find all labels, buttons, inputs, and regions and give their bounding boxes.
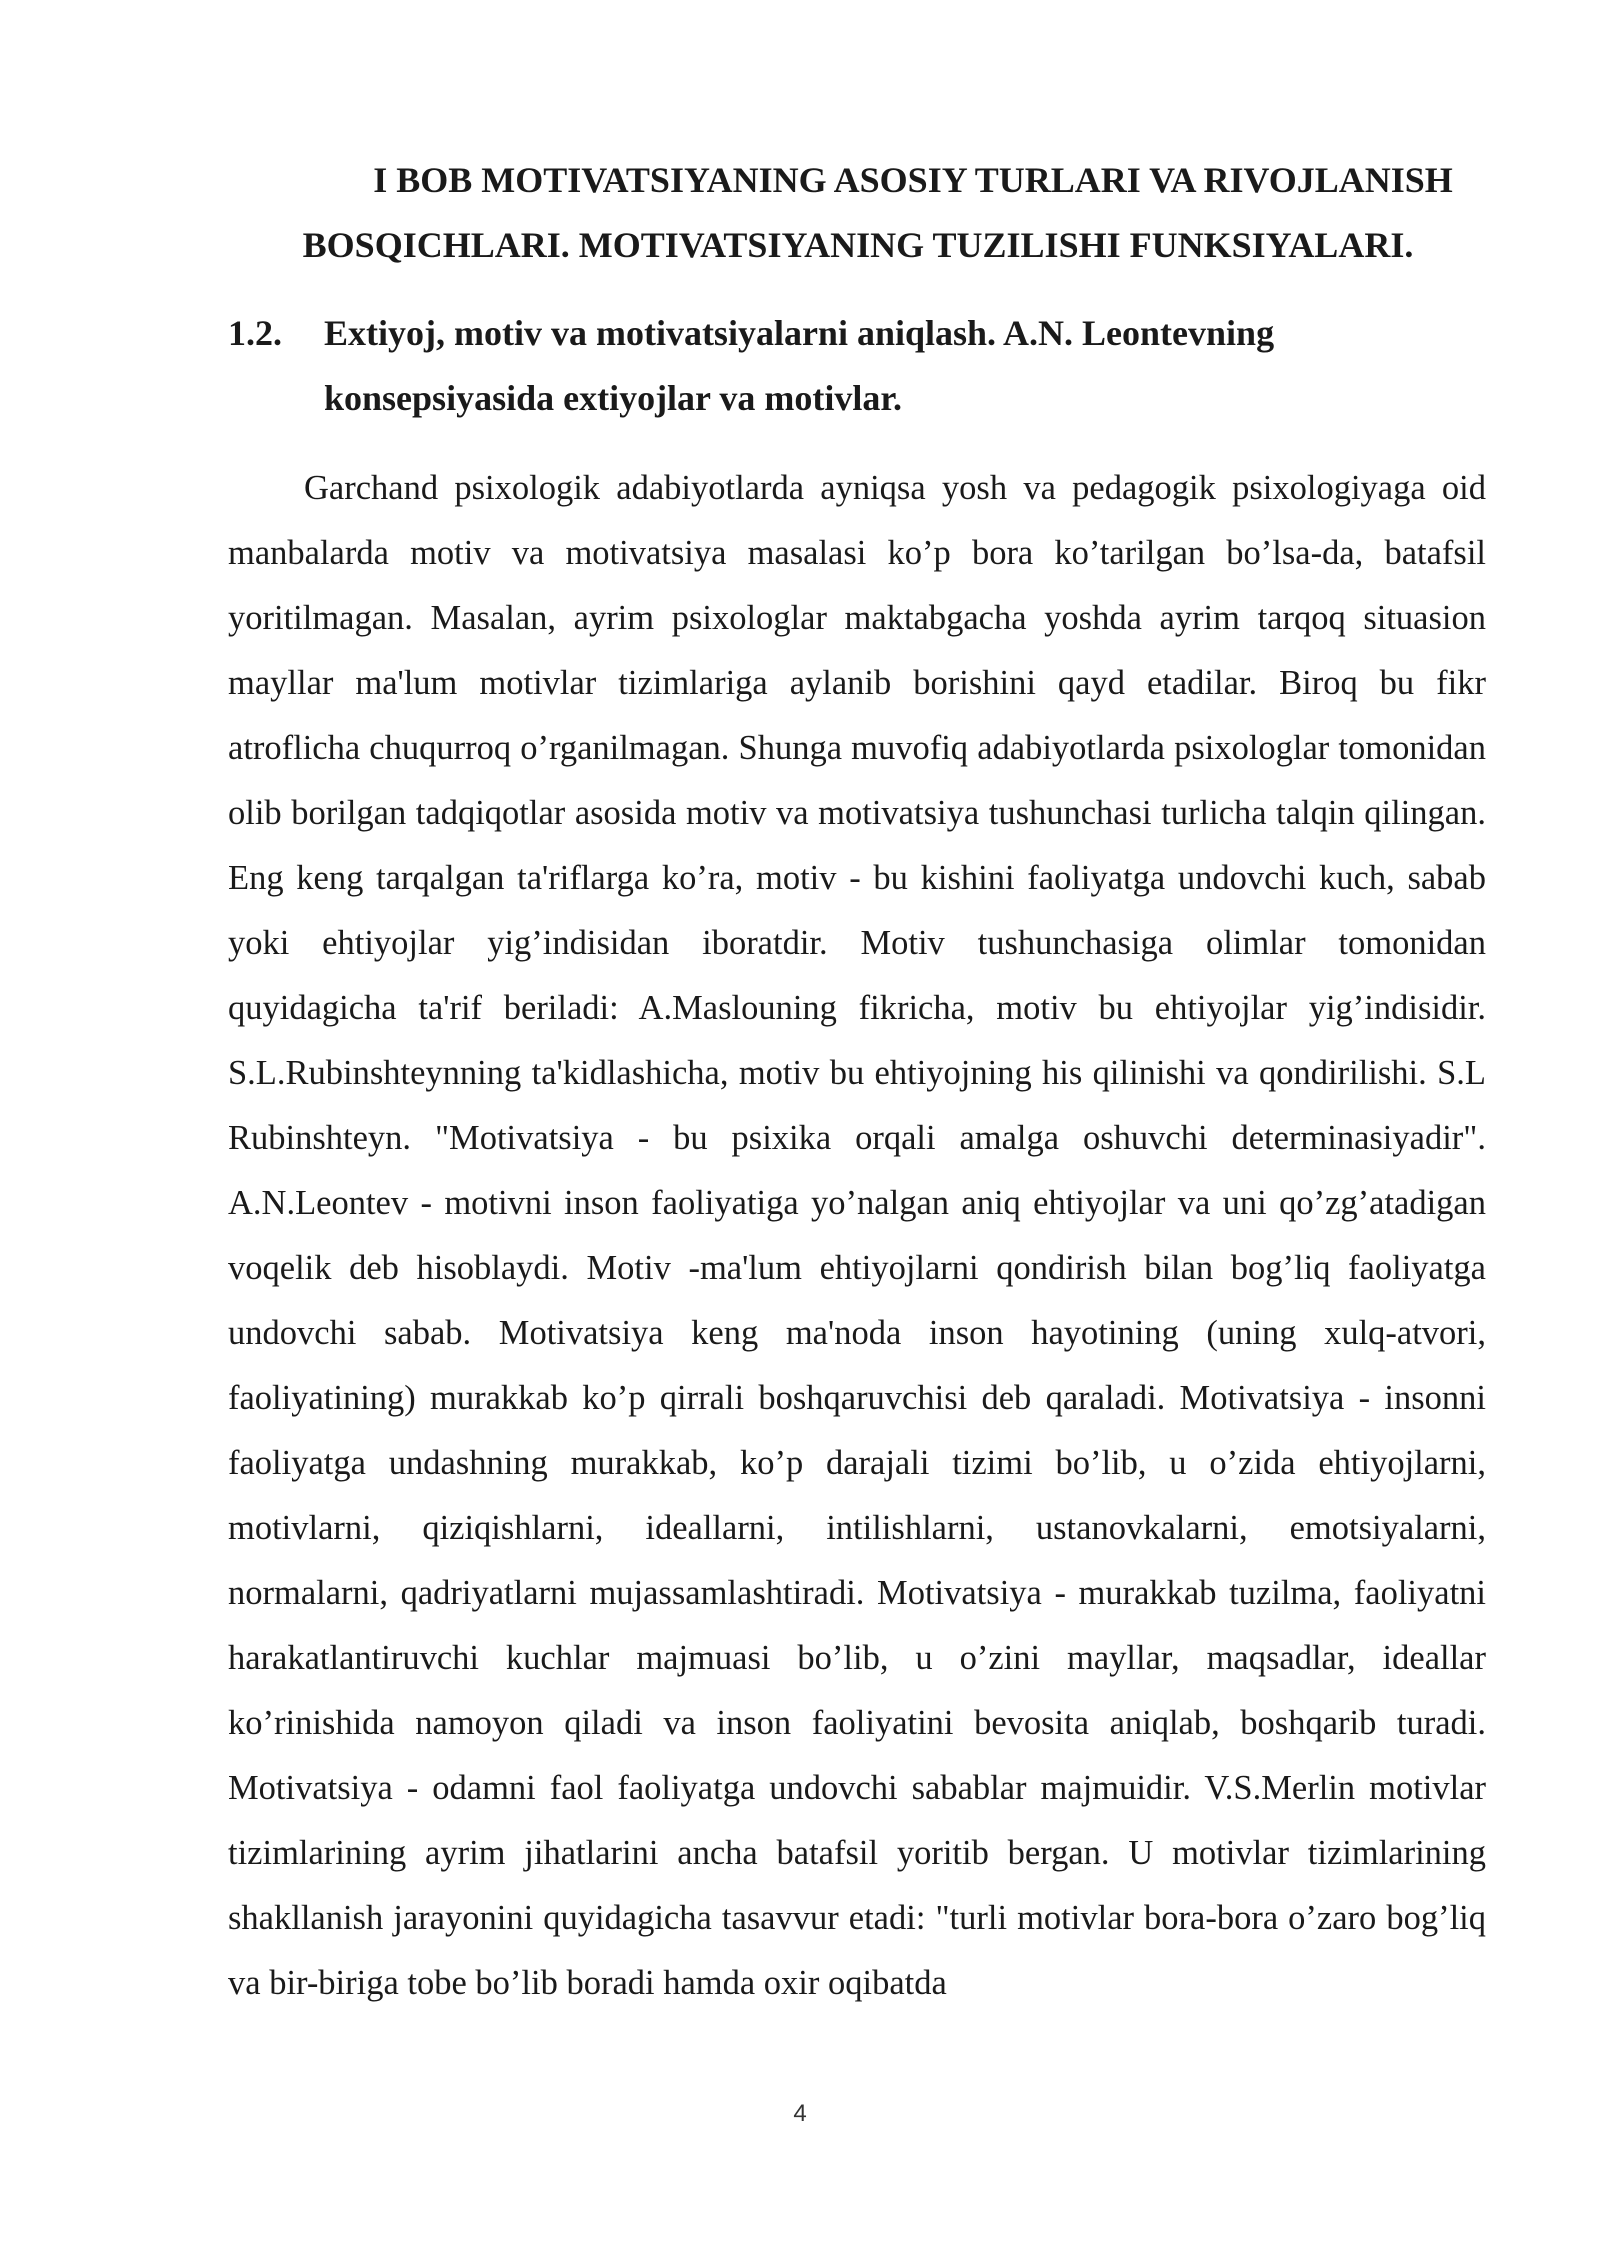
section-heading	[228, 301, 1488, 431]
chapter-title-line2: BOSQICHLARI. MOTIVATSIYANING TUZILISHI FUNKSIYALARI.	[302, 225, 1414, 265]
chapter-title-line1: I BOB MOTIVATSIYANING ASOSIY TURLARI VA RIVOJLANISH	[373, 160, 1453, 200]
page-number: 4	[793, 2100, 807, 2127]
body-paragraph: Garchand psixologik adabiyotlarda ayniqsa yosh va pedagogik psixologiyaga oid manbalarda motiv va motivatsiya masalasi ko’p bora ko’tarilgan bo’lsa-da, batafsil yoritilmagan. Masalan, ayrim psixologlar maktabgacha yoshda ayrim tarqoq situasion mayllar ma'lum motivlar tizimlariga aylanib borishini qayd etadilar. Biroq bu fikr atroflicha chuqurroq o’rganilmagan. Shunga muvofiq adabiyotlarda psixologlar tomonidan olib borilgan tadqiqotlar asosida motiv va motivatsiya tushunchasi turlicha talqin qilingan. Eng keng tarqalgan ta'riflarga ko’ra, motiv - bu kishini faoliyatga undovchi kuch, sabab yoki ehtiyojlar yig’indisidan iboratdir. Motiv tushunchasiga olimlar tomonidan quyidagicha ta'rif beriladi: A.Maslouning fikricha, motiv bu ehtiyojlar yig’indisidir. S.L.Rubinshteynning ta'kidlashicha, motiv bu ehtiyojning his qilinishi va qondirilishi. S.L Rubinshteyn. "Motivatsiya - bu psixika orqali amalga oshuvchi determinasiyadir". A.N.Leontev - motivni inson faoliyatiga yo’nalgan aniq ehtiyojlar va uni qo’zg’atadigan voqelik deb hisoblaydi. Motiv -ma'lum ehtiyojlarni qondirish bilan bog’liq faoliyatga undovchi sabab. Motivatsiya keng ma'noda inson hayotining (uning xulq-atvori, faoliyatining) murakkab ko’p qirrali boshqaruvchisi deb qaraladi. Motivatsiya - insonni faoliyatga undashning murakkab, ko’p darajali tizimi bo’lib, u o’zida ehtiyojlarni, motivlarni, qiziqishlarni, ideallarni, intilishlarni, ustanovkalarni, emotsiyalarni, normalarni, qadriyatlarni mujassamlashtiradi. Motivatsiya - murakkab tuzilma, faoliyatni harakatlantiruvchi kuchlar majmuasi bo’lib, u o’zini mayllar, maqsadlar, ideallar ko’rinishida namoyon qiladi va inson faoliyatini bevosita aniqlab, boshqarib turadi. Motivatsiya - odamni faol faoliyatga undovchi sabablar majmuidir. V.S.Merlin motivlar tizimlarining ayrim jihatlarini ancha batafsil yoritib bergan. U motivlar tizimlarining shakllanish jarayonini quyidagicha tasavvur etadi: "turli motivlar bora-bora o’zaro bog’liq va bir-biriga tobe bo’lib boradi hamda oxir oqibatda	[228, 469, 1486, 2002]
section-title: Extiyoj, motiv va motivatsiyalarni aniqlash. A.N. Leontevning konsepsiyasida extiyojlar va motivlar.	[324, 313, 1275, 418]
section-number: 1.2.	[228, 313, 282, 353]
chapter-title	[228, 148, 1488, 278]
body-text	[228, 456, 1486, 2016]
